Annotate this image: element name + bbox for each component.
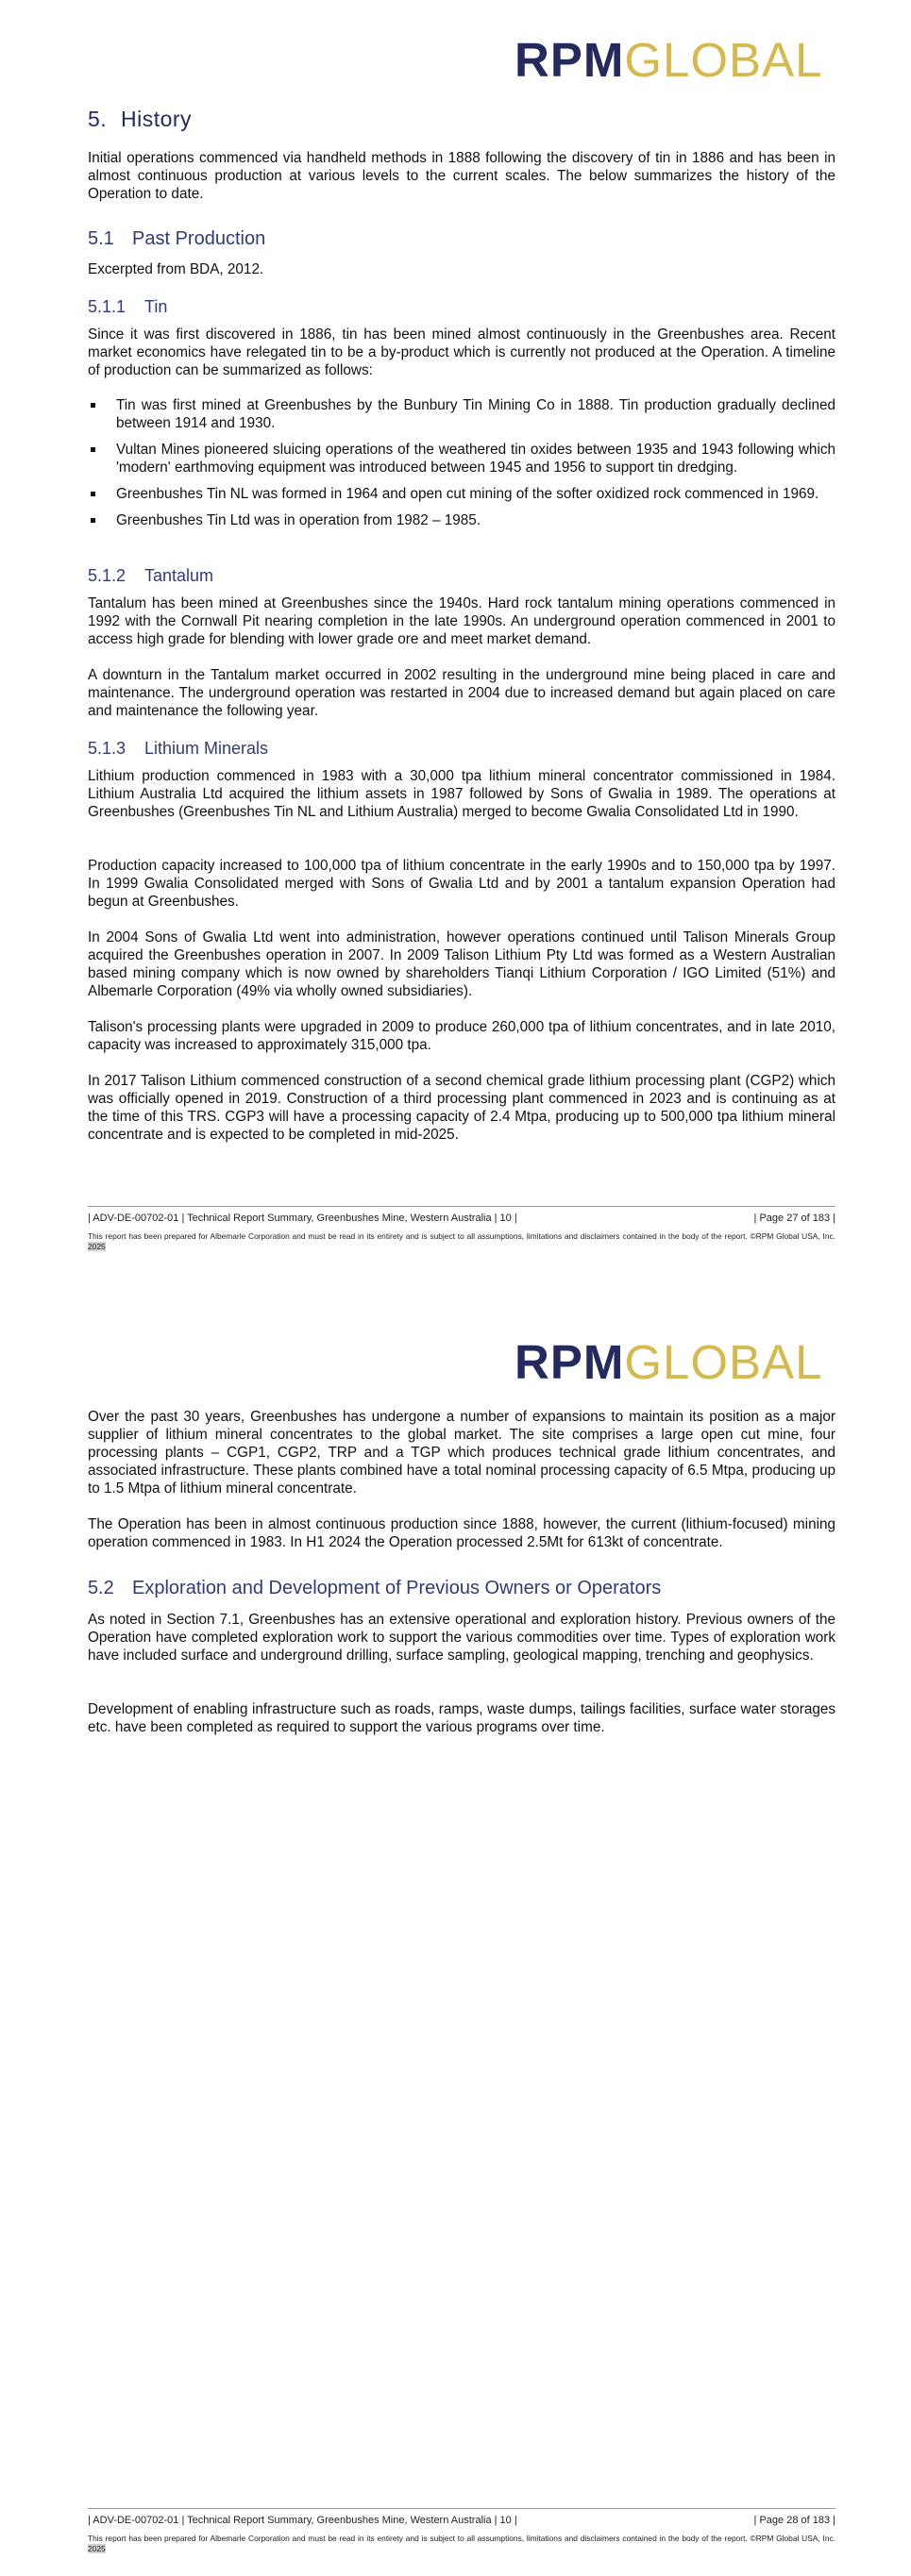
section-5-1-2-heading: 5.1.2 Tantalum xyxy=(88,566,214,585)
footer-page-number: | Page 28 of 183 | xyxy=(753,2515,835,2526)
production-paragraph: The Operation has been in almost continuous production since 1888, however, the current (lithium-focused) mining operation commenced in 1983. In H1 2024 the Operation processed 2.5Mt for 613kt of concentrate. xyxy=(88,1516,835,1550)
lithium-paragraph-2: Production capacity increased to 100,000 tpa of lithium concentrate in the early 1990s and to 150,000 tpa by 1997. In 1999 Gwalia Consolidated merged with Sons of Gwalia Ltd and by 2001 a tantalum expansion Operation had begun at Greenbushes. xyxy=(88,858,835,910)
exploration-paragraph: As noted in Section 7.1, Greenbushes has an extensive operational and exploration history. Previous owners of the Operation have completed exploration work to support the various commodities over time. Types of exploration work have included surface and underground drilling, surface sampling, geological mapping, trenching and geophysics. xyxy=(88,1612,835,1664)
report-page-28 xyxy=(0,1302,911,2576)
list-item: Vultan Mines pioneered sluicing operations of the weathered tin oxides between 1935 and 1943 following which 'modern' earthmoving equipment was introduced between 1945 and 1956 to support tin dredging. xyxy=(88,441,835,477)
section-5-1-1-heading: 5.1.1 Tin xyxy=(88,297,168,316)
section-5-1-heading: 5.1 Past Production xyxy=(88,228,266,249)
footer-report-id: | ADV-DE-00702-01 | Technical Report Summary, Greenbushes Mine, Western Australia | 10 | xyxy=(88,1213,517,1224)
tantalum-paragraph-1: Tantalum has been mined at Greenbushes since the 1940s. Hard rock tantalum mining operations commenced in 1992 with the Cornwall Pit nearing completion in the late 1990s. An underground operation commenced in 2001 to access high grade for blending with lower grade ore and meet market demand. xyxy=(88,595,835,647)
lithium-paragraph-1: Lithium production commenced in 1983 with a 30,000 tpa lithium mineral concentrator commissioned in 1984. Lithium Australia Ltd acquired the lithium assets in 1987 followed by Sons of Gwalia in 1989. The operations at Greenbushes (Greenbushes Tin NL and Lithium Australia) merged to become Gwalia Consolidated Ltd in 1990. xyxy=(88,768,835,820)
section-7-1-link[interactable]: Section 7.1 xyxy=(166,1612,240,1628)
tin-intro-paragraph: Since it was first discovered in 1886, tin has been mined almost continuously in the Greenbushes area. Recent market economics have relegated tin to be a by-product which is currently not produced at the Operation. A timeline of production can be summarized as follows: xyxy=(88,326,835,378)
footer-page-number: | Page 27 of 183 | xyxy=(753,1213,835,1224)
rpm-global-logo: RPMGLOBAL xyxy=(515,1335,823,1389)
tin-timeline-list xyxy=(88,396,835,529)
footer-year: 2025 xyxy=(88,2543,106,2553)
page-footer xyxy=(88,1206,835,1251)
page-footer xyxy=(88,2508,835,2553)
infrastructure-paragraph: Development of enabling infrastructure such as roads, ramps, waste dumps, tailings facilities, surface water storages etc. have been completed as required to support the various programs over time. xyxy=(88,1701,835,1735)
list-item: Greenbushes Tin NL was formed in 1964 and open cut mining of the softer oxidized rock commenced in 1969. xyxy=(88,485,835,503)
expansion-paragraph: Over the past 30 years, Greenbushes has undergone a number of expansions to maintain its position as a major supplier of lithium mineral concentrates to the global market. The site comprises a large open cut mine, four processing plants – CGP1, CGP2, TRP and a TGP which produces technical grade lithium concentrates, and associated infrastructure. These plants combined have a total nominal processing capacity of 6.5 Mtpa, producing up to 1.5 Mtpa of lithium mineral concentrate. xyxy=(88,1409,835,1497)
lithium-paragraph-3: In 2004 Sons of Gwalia Ltd went into administration, however operations continued until Talison Minerals Group acquired the Greenbushes operation in 2007. In 2009 Talison Lithium Pty Ltd was formed as a Western Australian based mining company which is now owned by shareholders Tianqi Lithium Corporation / IGO Limited (51%) and Albemarle Corporation (49% via wholly owned subsidiaries). xyxy=(88,929,835,999)
excerpt-note: Excerpted from BDA, 2012. xyxy=(88,261,264,277)
tantalum-paragraph-2: A downturn in the Tantalum market occurred in 2002 resulting in the underground mine being placed in care and maintenance. The underground operation was restarted in 2004 due to increased demand but again placed on care and maintenance the following year. xyxy=(88,667,835,719)
list-item: Greenbushes Tin Ltd was in operation from 1982 – 1985. xyxy=(88,511,835,529)
footer-disclaimer: This report has been prepared for Albemarle Corporation and must be read in its entirety and is subject to all assumptions, limitations and disclaimers contained in the body of the report. ©RPM Global USA, Inc. 2025 xyxy=(88,2534,835,2553)
footer-disclaimer: This report has been prepared for Albemarle Corporation and must be read in its entirety and is subject to all assumptions, limitations and disclaimers contained in the body of the report. ©RPM Global USA, Inc. 2025 xyxy=(88,1231,835,1251)
footer-rule xyxy=(88,2508,835,2509)
section-5-1-3-heading: 5.1.3 Lithium Minerals xyxy=(88,739,269,758)
lithium-paragraph-4: Talison's processing plants were upgraded in 2009 to produce 260,000 tpa of lithium concentrates, and in late 2010, capacity was increased to approximately 315,000 tpa. xyxy=(88,1019,835,1053)
footer-rule xyxy=(88,1206,835,1207)
lithium-paragraph-5: In 2017 Talison Lithium commenced construction of a second chemical grade lithium processing plant (CGP2) which was officially opened in 2019. Construction of a third processing plant commenced in 2023 and is continuing as at the time of this TRS. CGP3 will have a processing capacity of 2.4 Mtpa, producing up to 500,000 tpa lithium mineral concentrate and is expected to be completed in mid-2025. xyxy=(88,1073,835,1143)
section-5-2-heading: 5.2 Exploration and Development of Previous Owners or Operators xyxy=(88,1578,662,1598)
section-5-heading: 5. History xyxy=(88,107,193,131)
history-intro-paragraph: Initial operations commenced via handheld methods in 1888 following the discovery of tin in 1886 and has been in almost continuous production at various levels to the current scales. The below summarizes the history of the Operation to date. xyxy=(88,150,835,202)
rpm-global-logo: RPMGLOBAL xyxy=(515,33,823,87)
list-item: Tin was first mined at Greenbushes by the Bunbury Tin Mining Co in 1888. Tin production gradually declined between 1914 and 1930. xyxy=(88,396,835,432)
footer-report-id: | ADV-DE-00702-01 | Technical Report Summary, Greenbushes Mine, Western Australia | 10 | xyxy=(88,2515,517,2526)
footer-year: 2025 xyxy=(88,1241,106,1251)
